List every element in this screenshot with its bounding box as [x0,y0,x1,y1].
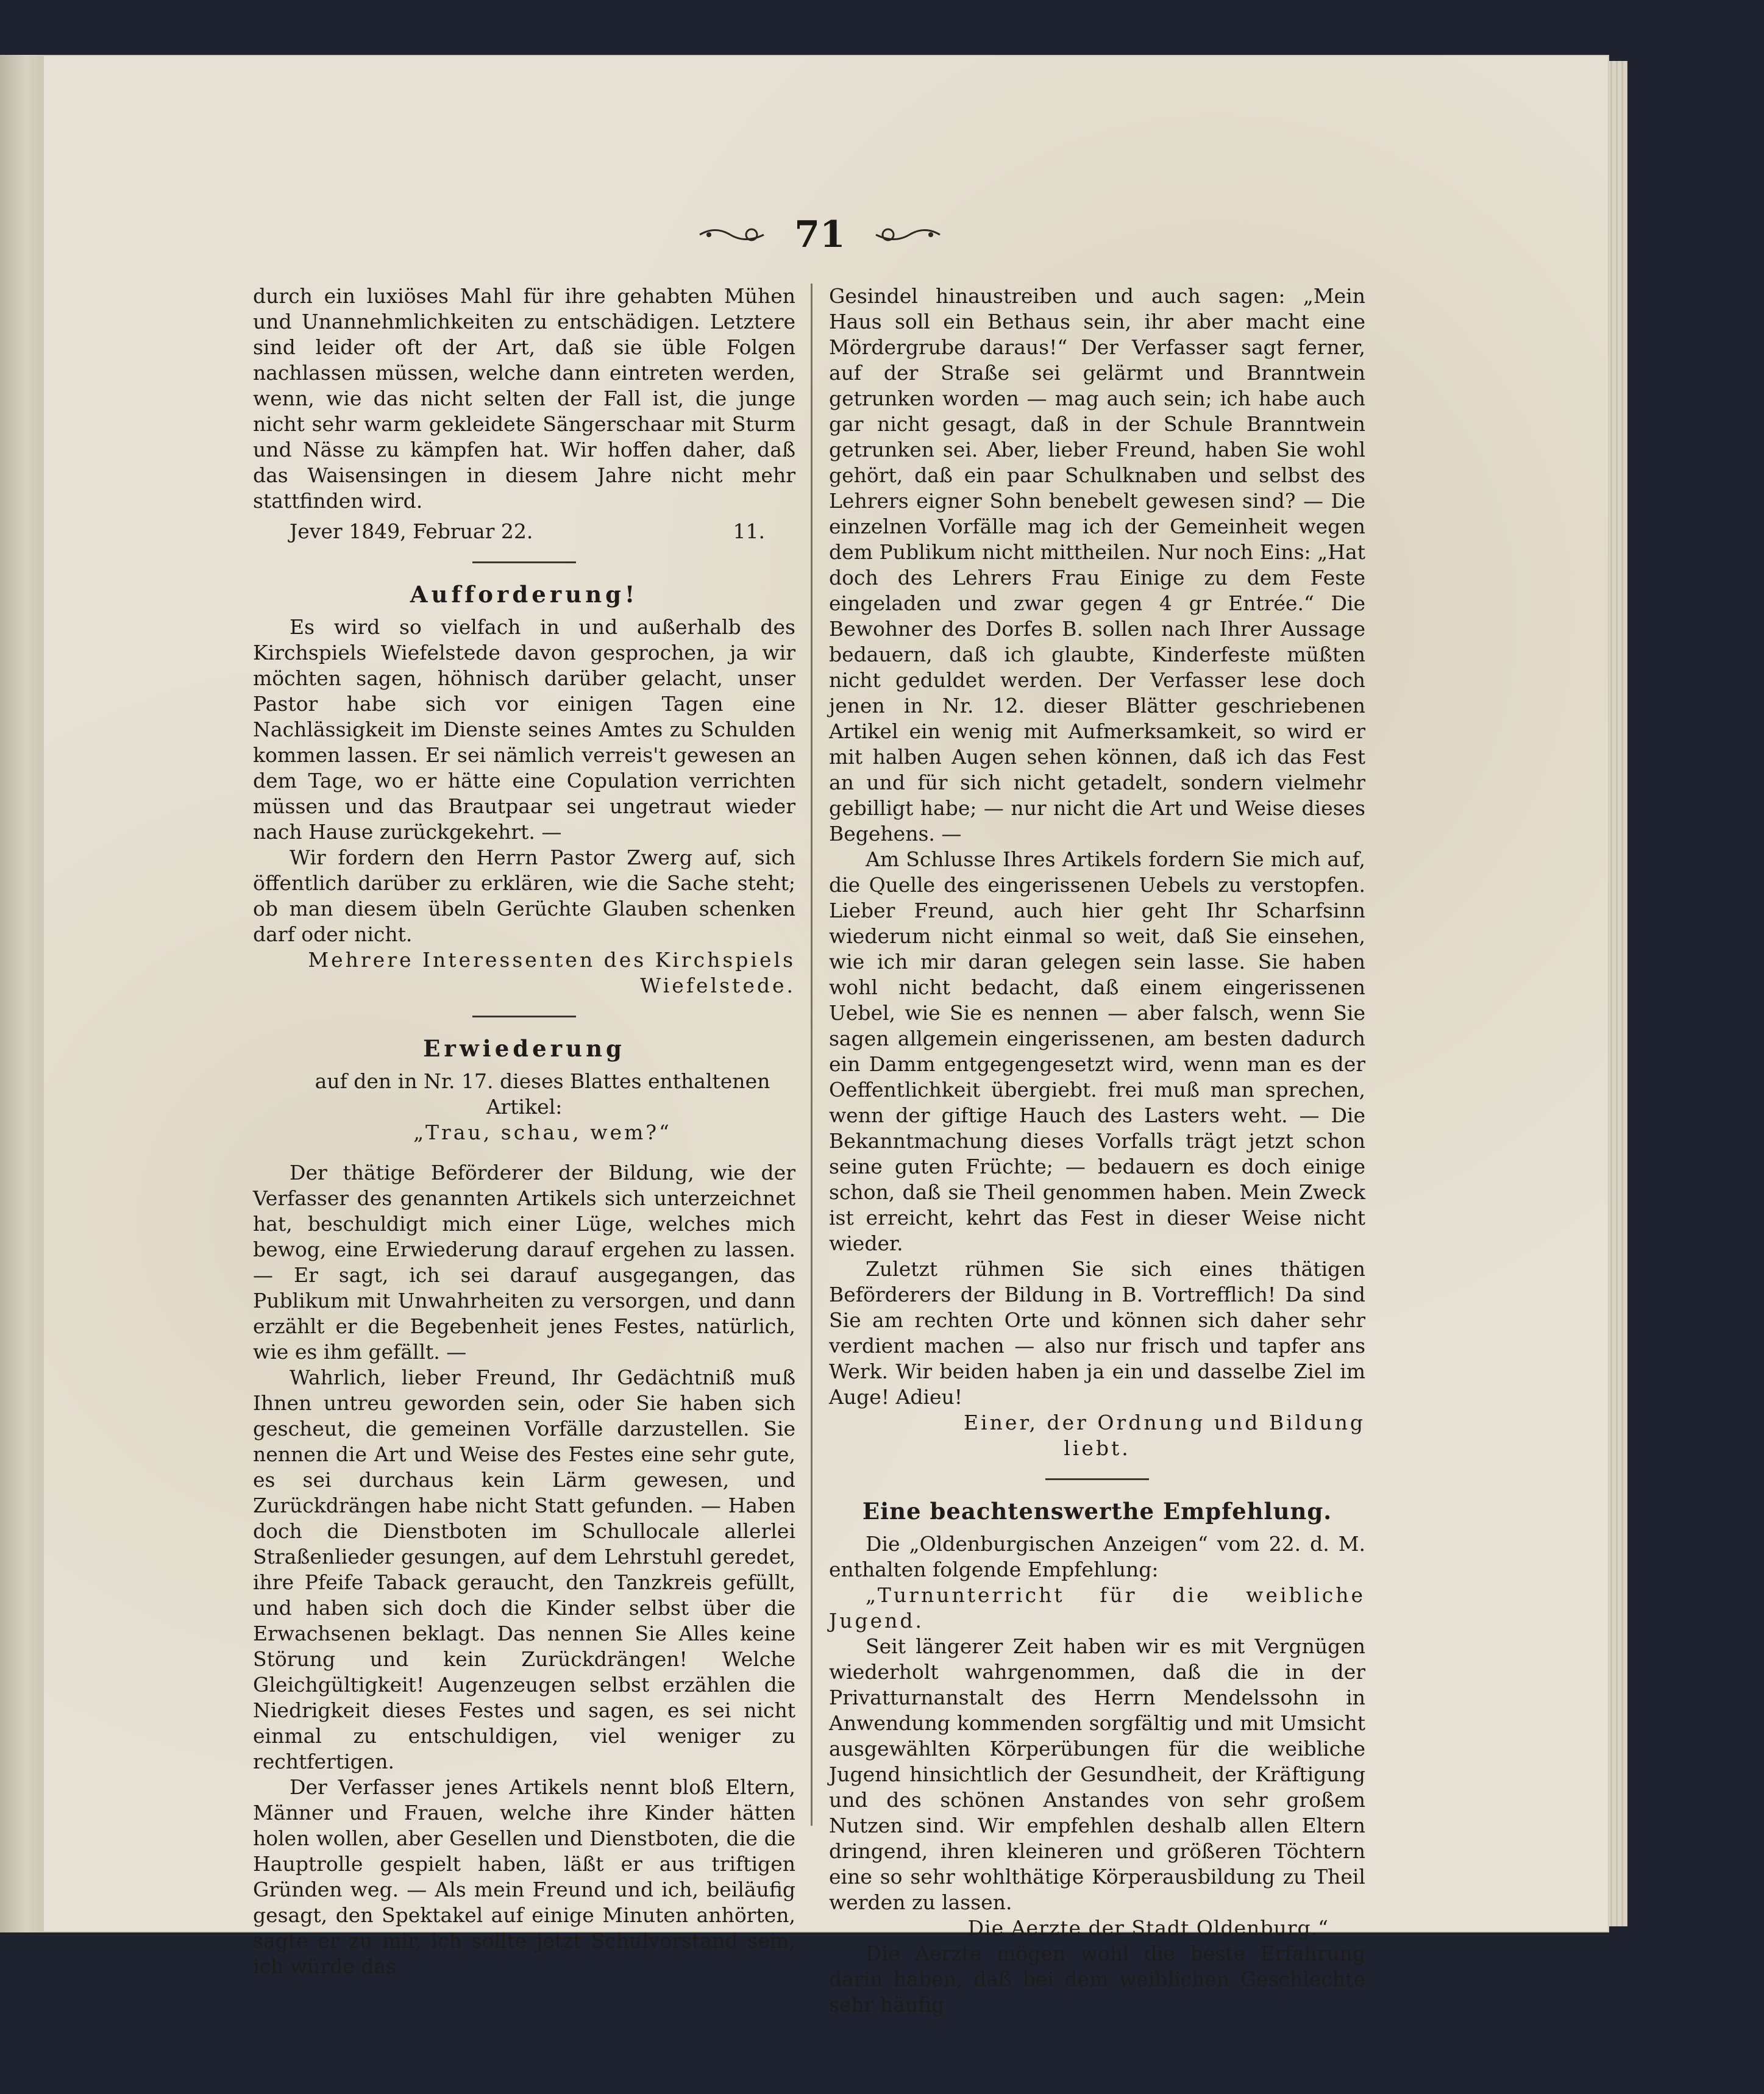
ornament-left-icon [697,223,770,247]
erwiederung-signature-line-2: liebt. [1064,1436,1131,1460]
empfehlung-paragraph-3: Seit längerer Zeit haben wir es mit Vergnügen wiederholt wahrgenommen, daß die in der Privatturnanstalt des Herrn Mendelssohn in Anwendung kommenden sorgfältig und mit Umsicht ausgewählten Körperübungen für die weibliche Jugend hinsichtlich der Gesundheit, der Kräftigung und des schönen Anstandes von sehr großem Nutzen sind. Wir empfehlen deshalb allen Eltern dringend, ihren kleineren und größeren Töchtern eine so sehr wohlthätige Körperausbildung zu Theil werden zu lassen. [829,1634,1365,1914]
dateline-row [253,519,795,544]
intro-paragraph: durch ein luxiöses Mahl für ihre gehabten Mühen und Unannehmlichkeiten zu entschädigen. Letztere sind leider oft der Art, daß sie üble Folgen nachlassen müssen, welche dann eintreten werden, wenn, wie das nicht selten der Fall ist, die junge nicht sehr warm gekleidete Sängerschaar mit Sturm und Nässe zu kämpfen hat. Wir hoffen daher, daß das Waisensingen in diesem Jahre nicht mehr stattfinden wird. [253,284,795,513]
scan-background-left [0,55,43,1932]
right-paragraph-3: Zuletzt rühmen Sie sich eines thätigen Beförderers der Bildung in B. Vortrefflich! Da sind Sie am rechten Orte und können sich daher sehr verdient machen — also nur frisch und tapfer ans Werk. Wir beiden haben ja ein und dasselbe Ziel im Auge! Adieu! [829,1257,1365,1409]
erwiederung-paragraph-2: Wahrlich, lieber Freund, Ihr Gedächtniß muß Ihnen untreu geworden sein, oder Sie haben sich gescheut, die gemeinen Vorfälle darzustellen. Sie nennen die Art und Weise des Festes eine sehr gute, es sei durchaus kein Lärm gewesen, und Zurückdrängen habe nicht Statt gefunden. — Haben doch die Dienstboten im Schullocale allerlei Straßenlieder gesungen, auf dem Lehrstuhl geredet, ihre Pfeife Taback geraucht, den Tanzkreis gefüllt, und haben sich doch die Kinder selbst über die Erwachsenen beklagt. Das nennen Sie Alles keine Störung und kein Zurückdrängen! Welche Gleichgültigkeit! Augenzeugen selbst erzählen die Niedrigkeit dieses Festes und sagen, es sei nicht einmal zu entschuldigen, viel weniger zu rechtfertigen. [253,1366,795,1773]
section-rule [1045,1478,1149,1480]
aufforderung-signature: Mehrere Interessenten des Kirchspiels Wiefelstede. [308,948,795,997]
page-number: 71 [794,213,845,256]
erwiederung-paragraph-1: Der thätige Beförderer der Bildung, wie der Verfasser des genannten Artikels sich unterzeichnet hat, beschuldigt mich einer Lüge, welches mich bewog, eine Erwiederung darauf ergehen zu lassen. — Er sagt, ich sei darauf ausgegangen, das Publikum mit Unwahrheiten zu versorgen, und dann erzählt er die Begebenheit jenes Festes, natürlich, wie es ihm gefällt. — [253,1161,795,1364]
dateline-number: 11. [733,519,765,543]
empfehlung-paragraph-4: Die Aerzte mögen wohl die beste Erfahrung darin haben, daß bei dem weiblichen Geschlechte sehr häufig [829,1942,1365,2017]
section-rule [472,1016,576,1017]
dateline: Jever 1849, Februar 22. [290,519,533,543]
erwiederung-heading: Erwiederung [423,1035,625,1062]
aufforderung-heading: Aufforderung! [410,581,639,608]
erwiederung-signature-line-1: Einer, der Ordnung und Bildung [963,1411,1365,1434]
empfehlung-paragraph-1: Die „Oldenburgischen Anzeigen“ vom 22. d. M. enthalten folgende Empfehlung: [829,1532,1365,1581]
aufforderung-paragraph-2: Wir fordern den Herrn Pastor Zwerg auf, sich öffentlich darüber zu erklären, wie die Sache steht; ob man diesem übeln Gerüchte Glauben schenken darf oder nicht. [253,846,795,946]
erwiederung-paragraph-3: Der Verfasser jenes Artikels nennt bloß Eltern, Männer und Frauen, welche ihre Kinder hätten holen wollen, aber Gesellen und Dienstboten, die die Hauptrolle gespielt haben, läßt er aus triftigen Gründen weg. — Als mein Freund und ich, beiläufig gesagt, den Spektakel auf einige Minuten anhörten, sagte er zu mir, ich sollte jetzt Schulvorstand sein, ich würde das [253,1775,795,1978]
empfehlung-heading: Eine beachtenswerthe Empfehlung. [862,1498,1332,1525]
erwiederung-subtitle: auf den in Nr. 17. dieses Blattes enthaltenen Artikel: [315,1069,770,1119]
right-column [829,283,1365,2018]
ornament-right-icon [870,223,943,247]
aufforderung-paragraph-1: Es wird so vielfach in und außerhalb des Kirchspiels Wiefelstede davon gesprochen, ja wir möchten sagen, höhnisch darüber gelacht, unser Pastor habe sich vor einigen Tagen eine Nachlässigkeit im Dienste seines Amtes zu Schulden kommen lassen. Er sei nämlich verreis't gewesen an dem Tage, wo er hätte eine Copulation verrichten müssen und das Brautpaar sei ungetraut wieder nach Hause zurückgekehrt. — [253,615,795,844]
section-rule [472,561,576,563]
continuation-paragraph: Gesindel hinaustreiben und auch sagen: „Mein Haus soll ein Bethaus sein, ihr aber macht eine Mördergrube daraus!“ Der Verfasser sagt ferner, auf der Straße sei gelärmt und Branntwein getrunken worden — mag auch sein; ich habe auch gar nicht gesagt, daß in der Schule Branntwein getrunken sei. Aber, lieber Freund, haben Sie wohl gehört, daß ein paar Schulknaben und selbst des Lehrers eigner Sohn benebelt gewesen sind? — Die einzelnen Vorfälle mag ich der Gemeinheit wegen dem Publikum nicht mittheilen. Nur noch Eins: „Hat doch des Lehrers Frau Einige zu dem Feste eingeladen und zwar gegen 4 gr Entrée.“ Die Bewohner des Dorfes B. sollen nach Ihrer Aussage bedauern, daß ich glaubte, Kinderfeste müßten nicht geduldet werden. Der Verfasser lese doch jenen in Nr. 12. dieser Blätter geschriebenen Artikel ein wenig mit Aufmerksamkeit, so wird er mit halben Augen sehen können, daß ich das Fest an und für sich nicht getadelt, sondern vielmehr gebilligt habe; — nur nicht die Art und Weise dieses Begehens. — [829,284,1365,846]
left-column [253,283,795,1979]
column-divider [811,283,813,1826]
empfehlung-signature: Die Aerzte der Stadt Oldenburg.“ [967,1916,1329,1940]
page-header [683,213,957,256]
right-paragraph-2: Am Schlusse Ihres Artikels fordern Sie mich auf, die Quelle des eingerissenen Uebels zu verstopfen. Lieber Freund, auch hier geht Ihr Scharfsinn wiederum nicht einmal so weit, daß Sie einsehen, wie ich mir daran gelegen sein lasse. Sie haben wohl nicht bedacht, daß einem eingerissenen Uebel, wie Sie es nennen — aber falsch, wenn Sie sagen allgemein eingerissenen, am besten dadurch ein Damm entgegengesetzt wird, wenn man es der Oeffentlichkeit übergiebt. frei muß man sprechen, wenn der giftige Hauch des Lasters weht. — Die Bekanntmachung dieses Vorfalls trägt jetzt schon seine guten Früchte; — bedauern es doch einige schon, daß sie Theil genommen haben. Mein Zweck ist erreicht, kehrt das Fest in dieser Weise nicht wieder. [829,847,1365,1255]
empfehlung-quote-heading: „Turnunterricht für die weibliche Jugend. [829,1583,1365,1633]
erwiederung-quote-title: „Trau, schau, wem?“ [413,1120,672,1144]
